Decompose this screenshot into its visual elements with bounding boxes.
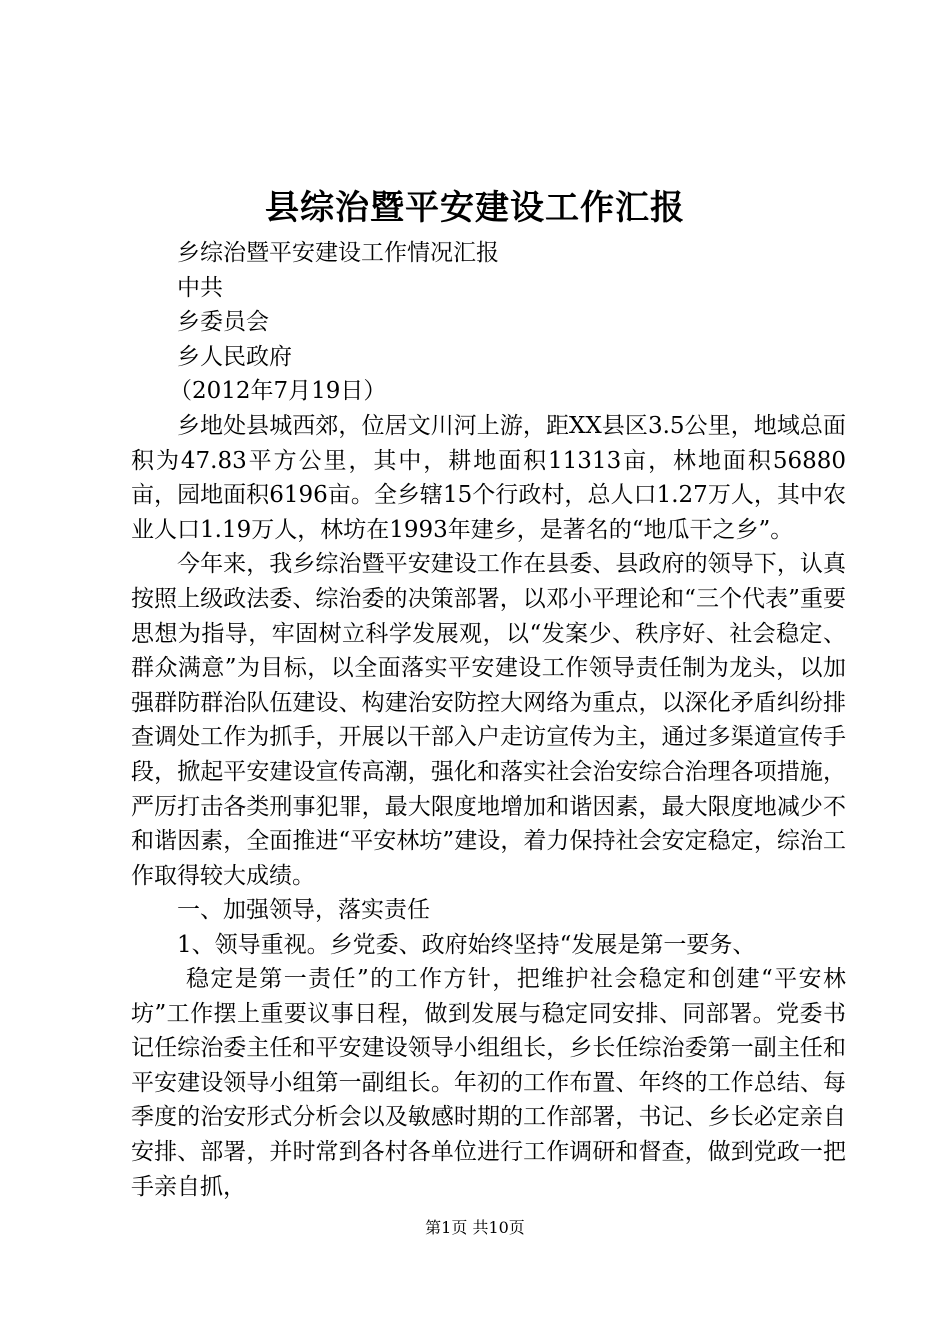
body-text-lower	[131, 962, 846, 1204]
author-line-committee: 乡委员会	[177, 309, 269, 336]
body-text-upper	[131, 236, 846, 962]
date-line: （2012年7月19日）	[169, 378, 387, 405]
document-title: 县综治暨平安建设工作汇报	[265, 188, 685, 228]
section-heading-1: 一、加强领导，落实责任	[177, 897, 430, 924]
paragraph-overview: 乡地处县城西郊，位居文川河上游，距XX县区3.5公里，地域总面积为47.83平方公里，其中，耕地面积11313亩，林地面积56880亩，园地面积6196亩。全乡辖15个行政村，总人口1.27万人，其中农业人口1.19万人，林坊在1993年建乡，是著名的“地瓜干之乡”。	[131, 412, 846, 543]
paragraph-summary: 今年来，我乡综治暨平安建设工作在县委、县政府的领导下，认真按照上级政法委、综治委的决策部署，以邓小平理论和“三个代表”重要思想为指导，牢固树立科学发展观，以“发案少、秩序好、社会稳定、群众满意”为目标，以全面落实平安建设工作领导责任制为龙头，以加强群防群治队伍建设、构建治安防控大网络为重点，以深化矛盾纠纷排查调处工作为抓手，开展以干部入户走访宣传为主，通过多渠道宣传手段，掀起平安建设宣传高潮，强化和落实社会治安综合治理各项措施，严厉打击各类刑事犯罪，最大限度地增加和谐因素，最大限度地减少不和谐因素，全面推进“平安林坊”建设，着力保持社会安定稳定，综治工作取得较大成绩。	[131, 551, 846, 889]
paragraph-continuation: 稳定是第一责任”的工作方针，把维护社会稳定和创建“平安林坊”工作摆上重要议事日程，做到发展与稳定同安排、同部署。党委书记任综治委主任和平安建设领导小组组长，乡长任综治委第一副主任和平安建设领导小组第一副组长。年初的工作布置、年终的工作总结、每季度的治安形式分析会以及敏感时期的工作部署，书记、乡长必定亲自安排、部署，并时常到各村各单位进行工作调研和督查，做到党政一把手亲自抓，	[131, 966, 846, 1200]
subtitle-line: 乡综治暨平安建设工作情况汇报	[177, 240, 499, 266]
page-number-footer: 第1页 共10页	[425, 1218, 525, 1237]
author-line-government: 乡人民政府	[177, 343, 292, 370]
author-line-party: 中共	[177, 274, 223, 301]
paragraph-leadership: 1、领导重视。乡党委、政府始终坚持“发展是第一要务、	[177, 931, 756, 958]
